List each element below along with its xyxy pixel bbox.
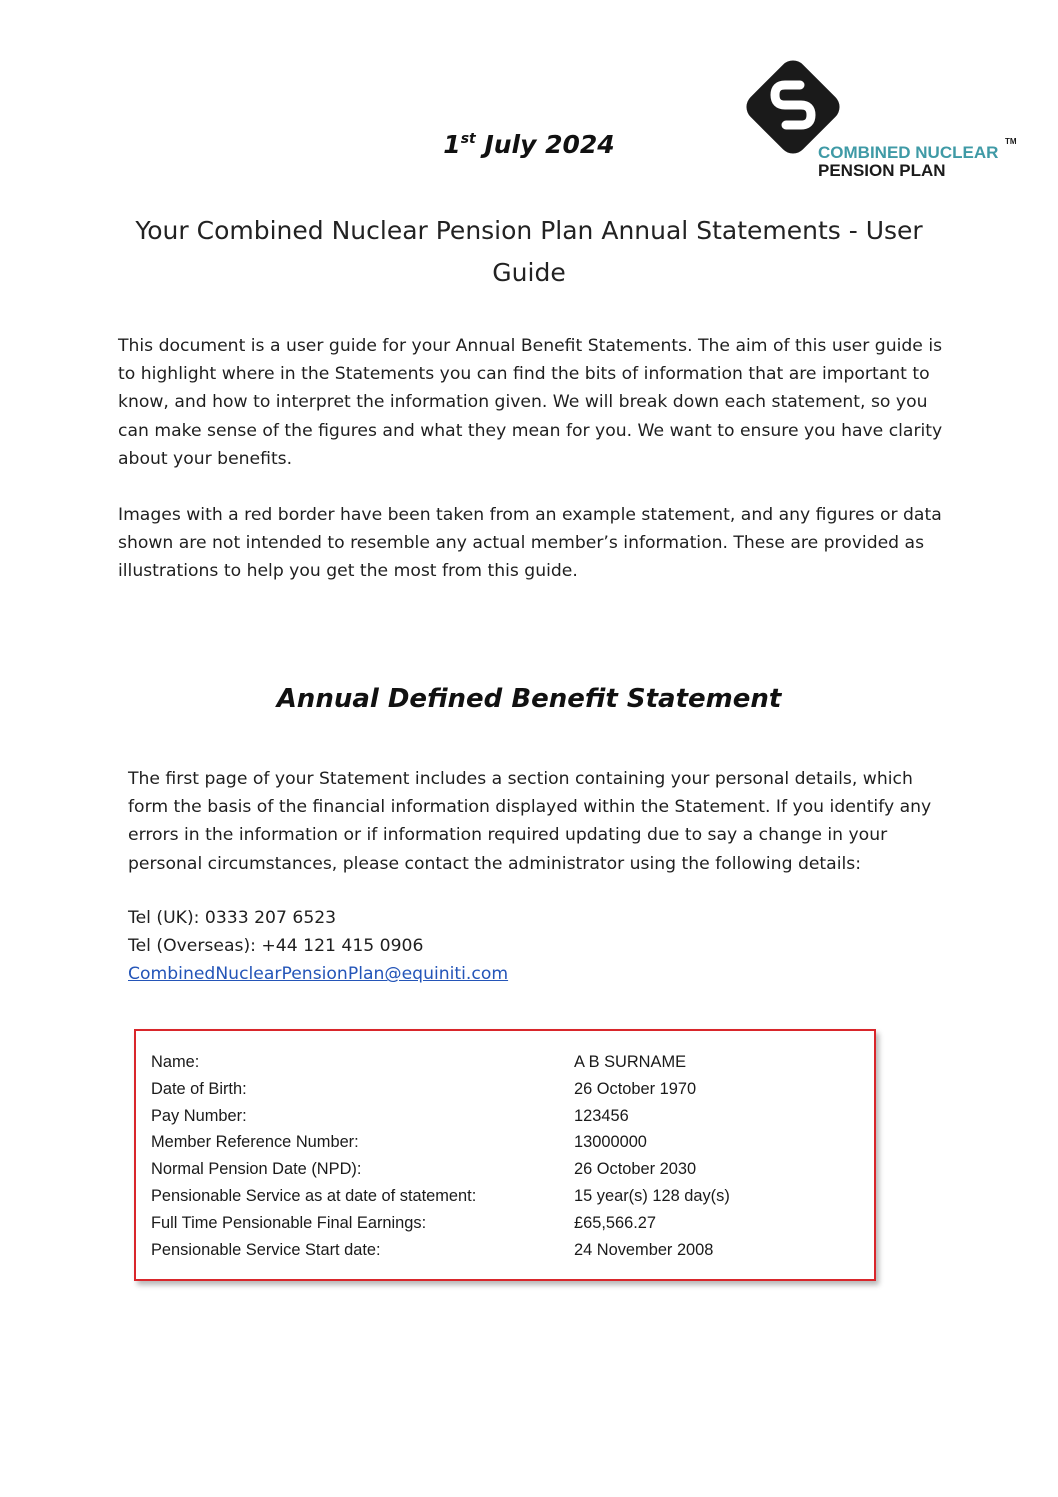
statement-row	[151, 1237, 864, 1264]
statement-label: Pay Number:	[151, 1106, 247, 1125]
statement-label: Pensionable Service Start date:	[151, 1240, 381, 1259]
document-title: Your Combined Nuclear Pension Plan Annual Statements - User Guide	[135, 216, 923, 287]
statement-value: 26 October 2030	[574, 1160, 697, 1179]
statement-label: Pensionable Service as at date of statement:	[151, 1186, 477, 1205]
section-heading: Annual Defined Benefit Statement	[276, 684, 782, 714]
date-day: 1	[443, 130, 461, 159]
statement-row	[151, 1210, 864, 1237]
logo-line-2: PENSION PLAN	[818, 161, 946, 180]
statement-row	[151, 1129, 864, 1156]
statement-value: 13000000	[574, 1133, 647, 1152]
statement-value: 123456	[574, 1106, 629, 1125]
contact-tel-uk: Tel (UK): 0333 207 6523	[128, 908, 337, 928]
contact-email-link[interactable]: CombinedNuclearPensionPlan@equiniti.com	[128, 964, 509, 985]
date-month-year: July 2024	[475, 130, 615, 159]
statement-value: 26 October 1970	[574, 1079, 697, 1098]
statement-label: Name:	[151, 1053, 200, 1071]
contact-tel-overseas: Tel (Overseas): +44 121 415 0906	[128, 936, 424, 957]
statement-value: A B SURNAME	[574, 1053, 687, 1071]
example-disclaimer-paragraph: Images with a red border have been taken from an example statement, and any figures or data shown are not intended to resemble any actual member’s information. These are provided as illustrations to help you get the most from this guide.	[118, 505, 942, 582]
logo-line-1-text: COMBINED NUCLEAR	[818, 143, 999, 162]
example-statement-box	[134, 1029, 876, 1281]
logo-trademark: TM	[1005, 137, 1017, 146]
document-date	[0, 130, 1058, 159]
statement-label: Date of Birth:	[151, 1079, 247, 1098]
statement-label: Normal Pension Date (NPD):	[151, 1160, 362, 1179]
statement-row	[151, 1183, 864, 1210]
date-ordinal-suffix: st	[460, 131, 476, 147]
section-paragraph: The first page of your Statement includes a section containing your personal details, which form the basis of the financial information displayed within the Statement. If you identify any errors in the information or if information required updating due to say a change in your personal circumstances, please contact the administrator using the following details:	[128, 769, 932, 874]
statement-value: £65,566.27	[574, 1213, 657, 1232]
statement-details-list	[151, 1049, 864, 1263]
statement-label: Member Reference Number:	[151, 1133, 359, 1152]
contact-details	[128, 904, 508, 989]
statement-row	[151, 1103, 864, 1130]
statement-value: 24 November 2008	[574, 1240, 714, 1259]
statement-label: Full Time Pensionable Final Earnings:	[151, 1213, 427, 1232]
intro-paragraph: This document is a user guide for your Annual Benefit Statements. The aim of this user guide is to highlight where in the Statements you can find the bits of information that are important to know, and how to interpret the information given. We will break down each statement, so you can make sense of the figures and what they mean for you. We want to ensure you have clarity about your benefits.	[118, 336, 943, 469]
statement-value: 15 year(s) 128 day(s)	[574, 1186, 730, 1205]
statement-row	[151, 1049, 864, 1076]
statement-row	[151, 1076, 864, 1103]
combined-nuclear-logo	[738, 52, 1018, 184]
statement-row	[151, 1156, 864, 1183]
